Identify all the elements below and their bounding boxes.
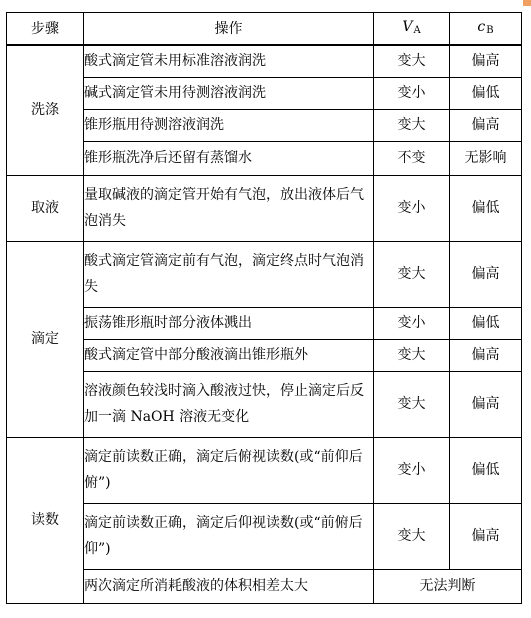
group-label-reading: 读数 (7, 437, 84, 603)
va-cell: 变大 (374, 109, 450, 141)
operation-cell: 滴定前读数正确，滴定后俯视读数(或“前仰后俯”) (84, 437, 374, 503)
cb-cell: 偏低 (450, 307, 522, 339)
operation-cell: 量取碱液的滴定管开始有气泡，放出液体后气泡消失 (84, 175, 374, 241)
table-row (7, 109, 522, 141)
table-row (7, 371, 522, 437)
cb-cell: 偏高 (450, 109, 522, 141)
header-va-subscript: A (413, 24, 421, 36)
table-row (7, 175, 522, 241)
header-cb-symbol: c (477, 18, 486, 35)
cb-cell: 偏高 (450, 503, 522, 569)
header-row (7, 13, 522, 46)
va-cell: 变大 (374, 45, 450, 77)
header-va-symbol: V (402, 18, 413, 35)
operation-cell: 酸式滴定管中部分酸液滴出锥形瓶外 (84, 339, 374, 371)
table-row (7, 77, 522, 109)
table-row (7, 569, 522, 603)
va-cell: 变小 (374, 175, 450, 241)
operation-cell: 溶液颜色较浅时滴入酸液过快，停止滴定后反加一滴 NaOH 溶液无变化 (84, 371, 374, 437)
cb-cell: 偏高 (450, 339, 522, 371)
va-cell: 变大 (374, 241, 450, 307)
operation-cell: 碱式滴定管未用待测溶液润洗 (84, 77, 374, 109)
titration-error-table (6, 12, 522, 604)
va-cell: 不变 (374, 141, 450, 175)
va-cell: 变小 (374, 77, 450, 109)
operation-cell: 锥形瓶用待测溶液润洗 (84, 109, 374, 141)
table-row (7, 307, 522, 339)
group-label-titrate: 滴定 (7, 241, 84, 437)
header-va (374, 13, 450, 46)
table-row (7, 503, 522, 569)
cb-cell: 偏低 (450, 175, 522, 241)
cb-cell: 偏高 (450, 241, 522, 307)
va-cell: 变大 (374, 371, 450, 437)
table-row (7, 437, 522, 503)
cb-cell: 偏高 (450, 45, 522, 77)
cb-cell: 偏高 (450, 371, 522, 437)
operation-cell: 两次滴定所消耗酸液的体积相差太大 (84, 569, 374, 603)
group-label-wash: 洗涤 (7, 45, 84, 175)
va-cell: 变小 (374, 307, 450, 339)
cb-cell: 偏低 (450, 437, 522, 503)
table-row (7, 339, 522, 371)
va-cell: 变大 (374, 503, 450, 569)
operation-cell: 锥形瓶洗净后还留有蒸馏水 (84, 141, 374, 175)
table-row (7, 45, 522, 77)
corner-marker (523, 0, 531, 6)
operation-cell: 滴定前读数正确，滴定后仰视读数(或“前俯后仰”) (84, 503, 374, 569)
header-cb (450, 13, 522, 46)
operation-cell: 酸式滴定管未用标准溶液润洗 (84, 45, 374, 77)
header-operation: 操作 (84, 13, 374, 46)
va-cell: 变大 (374, 339, 450, 371)
operation-cell: 酸式滴定管滴定前有气泡，滴定终点时气泡消失 (84, 241, 374, 307)
merged-result-cell: 无法判断 (374, 569, 522, 603)
cb-cell: 偏低 (450, 77, 522, 109)
table-row (7, 141, 522, 175)
header-step: 步骤 (7, 13, 84, 46)
va-cell: 变小 (374, 437, 450, 503)
operation-cell: 振荡锥形瓶时部分液体溅出 (84, 307, 374, 339)
header-cb-subscript: B (486, 24, 494, 36)
cb-cell: 无影响 (450, 141, 522, 175)
group-label-sample: 取液 (7, 175, 84, 241)
table-row (7, 241, 522, 307)
